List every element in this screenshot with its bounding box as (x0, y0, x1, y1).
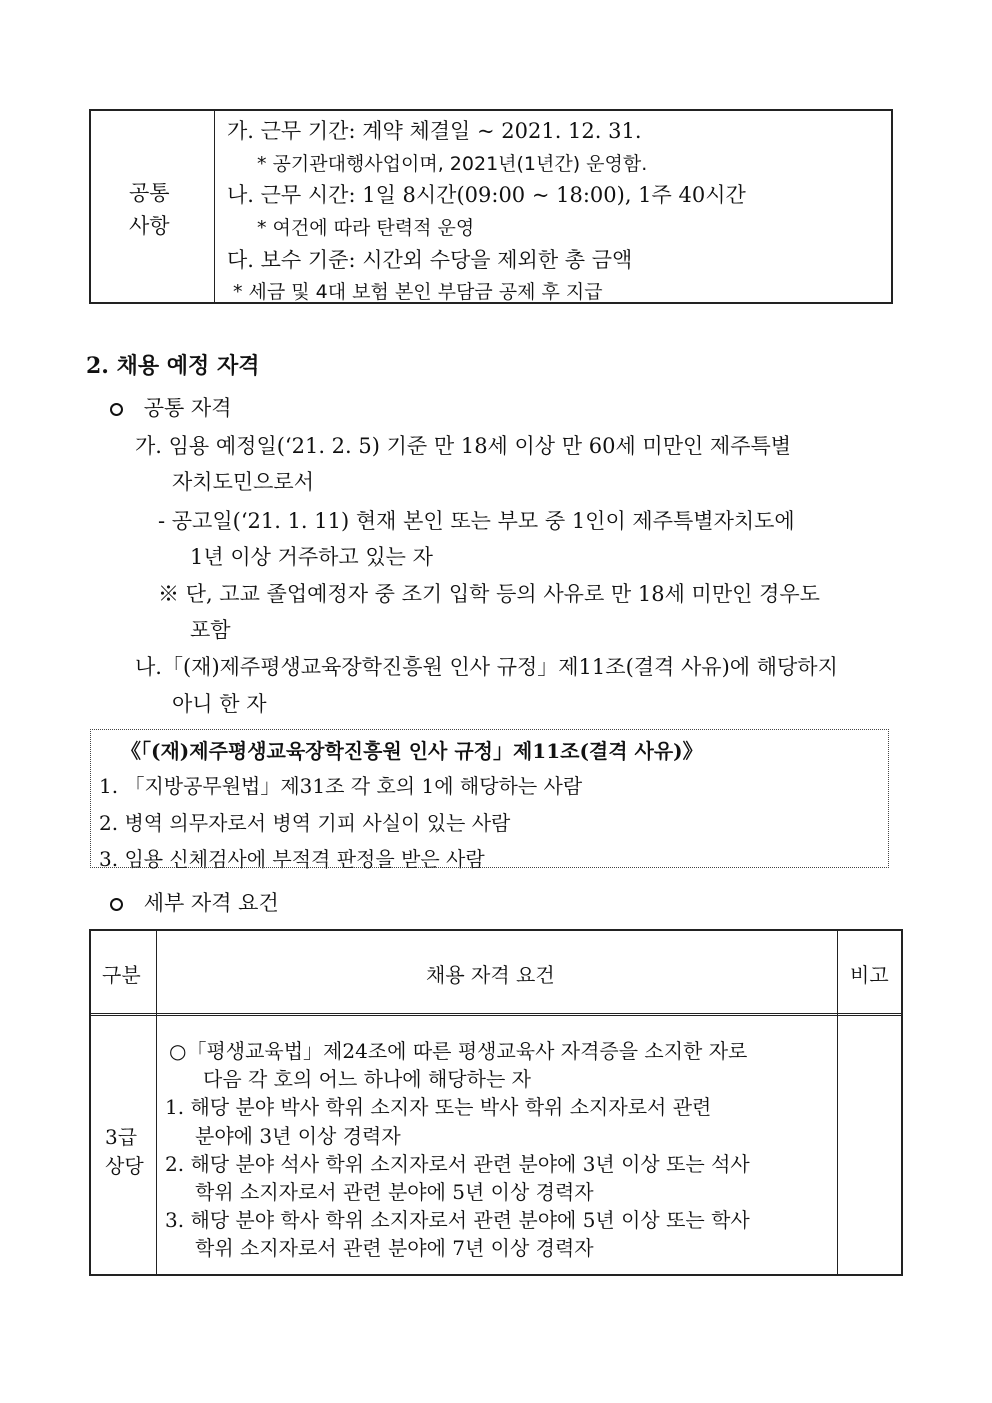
item-ga-line1: 가. 임용 예정일(‘21. 2. 5) 기준 만 18세 이상 만 60세 미만인 제주특별 (135, 434, 792, 458)
work-hours-note: * 여건에 따라 탄력적 운영 (257, 217, 475, 239)
requirements-table (89, 929, 903, 1276)
item-residence-line1: - 공고일(‘21. 1. 11) 현재 본인 또는 부모 중 1인이 제주특별자치도에 (158, 509, 795, 533)
pay-standard-line: 다. 보수 기준: 시간외 수당을 제외한 총 금액 (227, 248, 633, 272)
column-divider (837, 931, 838, 1274)
disqualification-item-1: 1. 「지방공무원법」제31조 각 호의 1에 해당하는 사람 (99, 774, 583, 798)
disqualification-box (90, 729, 889, 871)
requirement-line: 3. 해당 분야 학사 학위 소지자로서 관련 분야에 5년 이상 또는 학사 (165, 1208, 750, 1232)
disqualification-item-3: 3. 임용 신체검사에 부적격 판정을 받은 사람 (99, 847, 485, 871)
detail-qualification-heading (110, 887, 279, 917)
requirement-line: 학위 소지자로서 관련 분야에 5년 이상 경력자 (195, 1180, 594, 1204)
circle-bullet-icon (110, 898, 123, 911)
grade-line2: 상당 (105, 1154, 144, 1178)
header-requirements: 채용 자격 요건 (426, 963, 555, 987)
circle-bullet-icon (110, 403, 123, 416)
common-items-table (89, 109, 893, 304)
work-hours-line: 나. 근무 시간: 1일 8시간(09:00 ~ 18:00), 1주 40시간 (227, 183, 746, 207)
requirement-line: 2. 해당 분야 석사 학위 소지자로서 관련 분야에 3년 이상 또는 석사 (165, 1152, 750, 1176)
requirement-line: 1. 해당 분야 박사 학위 소지자 또는 박사 학위 소지자로서 관련 (165, 1095, 712, 1119)
item-na-line1: 나.「(재)제주평생교육장학진흥원 인사 규정」제11조(결격 사유)에 해당하지 (135, 655, 838, 679)
item-residence-line2: 1년 이상 거주하고 있는 자 (190, 545, 433, 569)
requirement-line: 학위 소지자로서 관련 분야에 7년 이상 경력자 (195, 1236, 594, 1260)
detail-qualification-label: 세부 자격 요건 (143, 891, 279, 915)
common-header-line1: 공통 (129, 181, 170, 205)
work-period-note: * 공기관대행사업이며, 2021년(1년간) 운영함. (257, 153, 648, 175)
disqualification-item-2: 2. 병역 의무자로서 병역 기피 사실이 있는 사람 (99, 811, 511, 835)
item-note-line2: 포함 (190, 618, 231, 642)
item-na-line2: 아니 한 자 (172, 692, 267, 716)
grade-line1: 3급 (105, 1125, 138, 1149)
column-divider (156, 931, 157, 1274)
common-header-line2: 사항 (129, 214, 170, 238)
common-qualification-label: 공통 자격 (143, 396, 232, 420)
pay-standard-note: * 세금 및 4대 보험 본인 부담금 공제 후 지급 (233, 281, 603, 303)
table-divider (214, 111, 215, 302)
disqualification-title: 《「(재)제주평생교육장학진흥원 인사 규정」제11조(결격 사유)》 (121, 739, 703, 763)
common-qualification-heading (110, 392, 232, 422)
item-note-line1: ※ 단, 고교 졸업예정자 중 조기 입학 등의 사유로 만 18세 미만인 경우도 (158, 582, 820, 606)
item-ga-line2: 자치도민으로서 (172, 470, 315, 494)
requirement-line: 분야에 3년 이상 경력자 (195, 1124, 401, 1148)
header-category: 구분 (102, 963, 141, 987)
header-remarks: 비고 (850, 963, 889, 987)
section-title: 2. 채용 예정 자격 (86, 353, 260, 379)
requirement-line: ○「평생교육법」제24조에 따른 평생교육사 자격증을 소지한 자로 (169, 1039, 748, 1063)
requirement-line: 다음 각 호의 어느 하나에 해당하는 자 (203, 1067, 531, 1091)
header-separator (91, 1013, 901, 1016)
work-period-line: 가. 근무 기간: 계약 체결일 ~ 2021. 12. 31. (227, 119, 642, 143)
